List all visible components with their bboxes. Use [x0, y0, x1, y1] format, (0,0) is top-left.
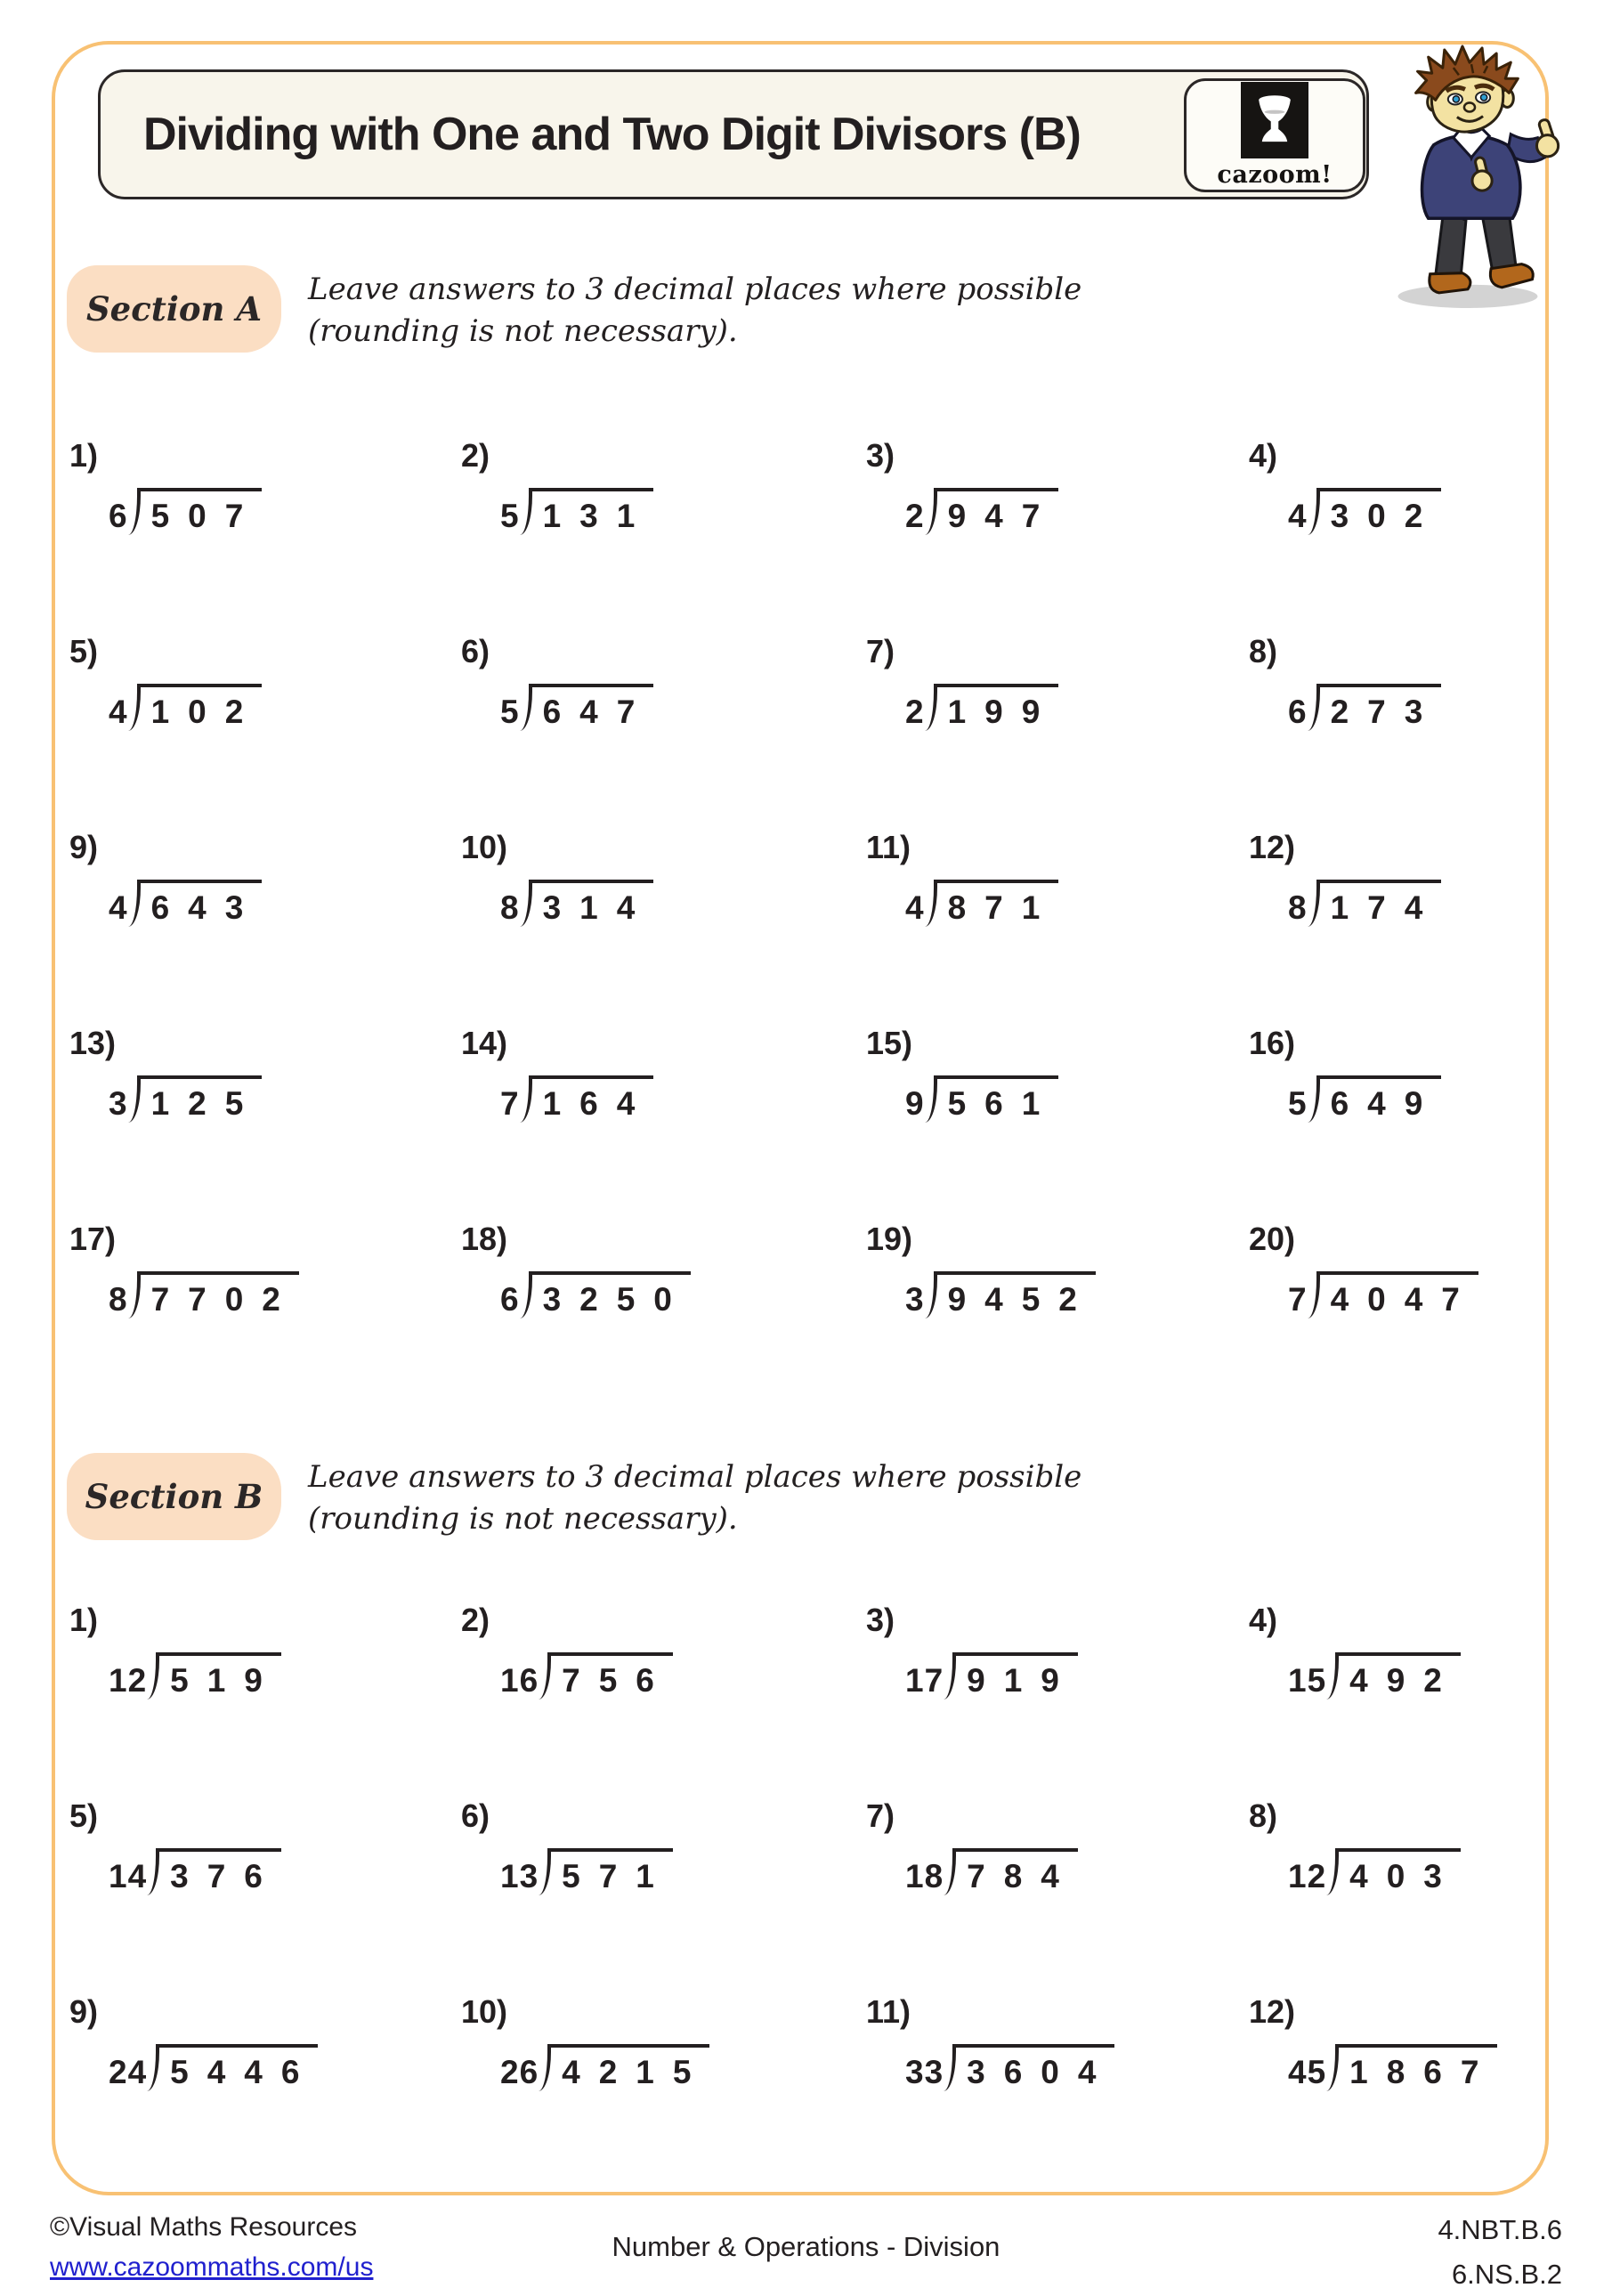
- divisor: 45: [1288, 2053, 1327, 2090]
- long-division-expression: [500, 1652, 673, 1700]
- problem-number: 6): [461, 1797, 490, 1834]
- dividend: 507: [141, 488, 263, 532]
- division-bracket-icon: [128, 1075, 141, 1123]
- problem-cell: [461, 1026, 866, 1221]
- problem-number: 4): [1249, 437, 1278, 474]
- long-division-expression: [500, 2044, 709, 2091]
- dividend: 649: [1320, 1075, 1442, 1120]
- problem-number: 5): [69, 1797, 99, 1834]
- division-bracket-icon: [925, 1271, 937, 1318]
- dividend: 102: [141, 684, 263, 728]
- long-division-expression: [109, 1271, 299, 1318]
- instructions-line-1: Leave answers to 3 decimal places where possible: [308, 272, 1082, 307]
- problem-cell: [1249, 1798, 1565, 1994]
- divisor: 8: [109, 1280, 128, 1318]
- dividend: 561: [937, 1075, 1059, 1120]
- problem-number: 9): [69, 829, 99, 865]
- dividend: 919: [956, 1652, 1078, 1697]
- dividend: 4047: [1320, 1271, 1478, 1316]
- problem-number: 6): [461, 633, 490, 669]
- division-bracket-icon: [944, 1652, 956, 1700]
- dividend: 403: [1339, 1848, 1461, 1893]
- long-division-expression: [905, 1848, 1078, 1895]
- cazoom-logo: [1184, 78, 1365, 192]
- problem-cell: [1249, 1221, 1565, 1417]
- long-division-expression: [109, 1848, 281, 1895]
- long-division-expression: [500, 1848, 673, 1895]
- long-division-expression: [905, 684, 1058, 731]
- goblet-drum-icon: [1241, 82, 1308, 158]
- problem-number: 7): [866, 1797, 895, 1834]
- logo-wordmark: cazoom!: [1217, 161, 1333, 189]
- section-b-label: Section B: [67, 1453, 281, 1540]
- cazoommaths-link[interactable]: www.cazoommaths.com/us: [50, 2251, 374, 2282]
- problem-cell: [69, 830, 461, 1026]
- problem-number: 14): [461, 1025, 508, 1061]
- dividend: 647: [532, 684, 654, 728]
- divisor: 17: [905, 1661, 944, 1699]
- dividend: 519: [159, 1652, 281, 1697]
- division-bracket-icon: [1326, 2044, 1339, 2091]
- problem-number: 5): [69, 633, 99, 669]
- problem-cell: [69, 1798, 461, 1994]
- divisor: 5: [500, 497, 520, 534]
- dividend: 784: [956, 1848, 1078, 1893]
- division-bracket-icon: [520, 880, 532, 927]
- dividend: 1867: [1339, 2044, 1497, 2089]
- division-bracket-icon: [1308, 1075, 1320, 1123]
- section-b-header: [67, 1453, 1081, 1540]
- problem-cell: [461, 1994, 866, 2190]
- dividend: 643: [141, 880, 263, 924]
- dividend: 3250: [532, 1271, 691, 1316]
- problem-cell: [1249, 1994, 1565, 2190]
- divisor: 6: [1288, 693, 1308, 730]
- problem-cell: [461, 1798, 866, 1994]
- problem-cell: [461, 830, 866, 1026]
- problem-cell: [866, 1994, 1249, 2190]
- division-bracket-icon: [520, 1075, 532, 1123]
- division-bracket-icon: [1308, 1271, 1320, 1318]
- problem-number: 1): [69, 1602, 99, 1638]
- problem-cell: [461, 438, 866, 634]
- standard-code-2: 6.NS.B.2: [1451, 2258, 1562, 2290]
- divisor: 4: [109, 693, 128, 730]
- problem-number: 10): [461, 829, 508, 865]
- division-bracket-icon: [520, 1271, 532, 1318]
- dividend: 199: [937, 684, 1059, 728]
- long-division-expression: [1288, 1652, 1461, 1700]
- long-division-expression: [1288, 880, 1441, 927]
- problem-number: 12): [1249, 829, 1296, 865]
- problem-number: 10): [461, 1993, 508, 2030]
- dividend: 5446: [159, 2044, 318, 2089]
- problem-cell: [461, 1221, 866, 1417]
- divisor: 24: [109, 2053, 148, 2090]
- problem-cell: [1249, 438, 1565, 634]
- long-division-expression: [500, 488, 653, 535]
- problem-number: 9): [69, 1993, 99, 2030]
- problem-number: 8): [1249, 1797, 1278, 1834]
- division-bracket-icon: [520, 684, 532, 731]
- problem-number: 2): [461, 1602, 490, 1638]
- divisor: 2: [905, 693, 925, 730]
- problem-number: 15): [866, 1025, 913, 1061]
- long-division-expression: [500, 880, 653, 927]
- division-bracket-icon: [520, 488, 532, 535]
- problem-cell: [69, 634, 461, 830]
- problem-cell: [866, 438, 1249, 634]
- divisor: 18: [905, 1857, 944, 1894]
- instructions-line-2: (rounding is not necessary).: [308, 1500, 738, 1537]
- problem-cell: [69, 1221, 461, 1417]
- cazoom-boy-character: [1376, 45, 1568, 313]
- long-division-expression: [1288, 2044, 1497, 2091]
- division-bracket-icon: [925, 1075, 937, 1123]
- long-division-expression: [905, 1271, 1096, 1318]
- division-bracket-icon: [1308, 488, 1320, 535]
- long-division-expression: [109, 1652, 281, 1700]
- division-bracket-icon: [539, 1848, 551, 1895]
- problem-cell: [866, 1602, 1249, 1798]
- copyright-text: ©Visual Maths Resources: [50, 2212, 358, 2242]
- problem-cell: [1249, 830, 1565, 1026]
- instructions-line-1: Leave answers to 3 decimal places where possible: [308, 1459, 1082, 1495]
- problem-number: 7): [866, 633, 895, 669]
- division-bracket-icon: [1308, 880, 1320, 927]
- section-a-header: [67, 265, 1081, 353]
- dividend: 302: [1320, 488, 1442, 532]
- long-division-expression: [905, 1075, 1058, 1123]
- long-division-expression: [109, 1075, 262, 1123]
- long-division-expression: [109, 2044, 318, 2091]
- division-bracket-icon: [944, 2044, 956, 2091]
- page-title: Dividing with One and Two Digit Divisors (B): [143, 109, 1081, 160]
- long-division-expression: [1288, 684, 1441, 731]
- dividend: 492: [1339, 1652, 1461, 1697]
- division-bracket-icon: [1326, 1652, 1339, 1700]
- division-bracket-icon: [128, 1271, 141, 1318]
- long-division-expression: [500, 684, 653, 731]
- problem-number: 3): [866, 437, 895, 474]
- problem-cell: [69, 1026, 461, 1221]
- dividend: 174: [1320, 880, 1442, 924]
- dividend: 7702: [141, 1271, 299, 1316]
- divisor: 9: [905, 1084, 925, 1122]
- problem-cell: [1249, 1026, 1565, 1221]
- section-a-instructions: [308, 265, 1081, 353]
- divisor: 3: [109, 1084, 128, 1122]
- long-division-expression: [1288, 1848, 1461, 1895]
- section-a-problems-grid: [69, 438, 1565, 1417]
- standard-code-1: 4.NBT.B.6: [1438, 2214, 1562, 2245]
- divisor: 6: [109, 497, 128, 534]
- divisor: 6: [500, 1280, 520, 1318]
- problem-number: 12): [1249, 1993, 1296, 2030]
- dividend: 314: [532, 880, 654, 924]
- division-bracket-icon: [539, 2044, 551, 2091]
- problem-cell: [866, 1026, 1249, 1221]
- long-division-expression: [905, 880, 1058, 927]
- long-division-expression: [1288, 1075, 1441, 1123]
- divisor: 2: [905, 497, 925, 534]
- division-bracket-icon: [925, 488, 937, 535]
- division-bracket-icon: [539, 1652, 551, 1700]
- divisor: 4: [905, 888, 925, 926]
- long-division-expression: [109, 880, 262, 927]
- divisor: 7: [500, 1084, 520, 1122]
- instructions-line-2: (rounding is not necessary).: [308, 312, 738, 349]
- divisor: 26: [500, 2053, 539, 2090]
- divisor: 5: [500, 693, 520, 730]
- division-bracket-icon: [128, 488, 141, 535]
- division-bracket-icon: [925, 684, 937, 731]
- problem-cell: [69, 1602, 461, 1798]
- division-bracket-icon: [147, 2044, 159, 2091]
- divisor: 13: [500, 1857, 539, 1894]
- problem-cell: [461, 634, 866, 830]
- long-division-expression: [500, 1075, 653, 1123]
- problem-cell: [866, 1798, 1249, 1994]
- worksheet-title-bar: [98, 69, 1369, 199]
- section-b-problems-grid: [69, 1602, 1565, 2190]
- divisor: 8: [1288, 888, 1308, 926]
- dividend: 3604: [956, 2044, 1114, 2089]
- divisor: 16: [500, 1661, 539, 1699]
- problem-number: 17): [69, 1221, 117, 1257]
- problem-number: 3): [866, 1602, 895, 1638]
- problem-cell: [1249, 634, 1565, 830]
- dividend: 571: [551, 1848, 673, 1893]
- problem-number: 20): [1249, 1221, 1296, 1257]
- long-division-expression: [109, 488, 262, 535]
- section-b-instructions: [308, 1453, 1081, 1540]
- dividend: 131: [532, 488, 654, 532]
- long-division-expression: [905, 2044, 1114, 2091]
- divisor: 8: [500, 888, 520, 926]
- problem-number: 13): [69, 1025, 117, 1061]
- long-division-expression: [1288, 488, 1441, 535]
- division-bracket-icon: [128, 684, 141, 731]
- dividend: 4215: [551, 2044, 709, 2089]
- division-bracket-icon: [925, 880, 937, 927]
- long-division-expression: [905, 488, 1058, 535]
- long-division-expression: [905, 1652, 1078, 1700]
- dividend: 947: [937, 488, 1059, 532]
- long-division-expression: [109, 684, 262, 731]
- divisor: 3: [905, 1280, 925, 1318]
- dividend: 125: [141, 1075, 263, 1120]
- problem-cell: [866, 1221, 1249, 1417]
- problem-number: 4): [1249, 1602, 1278, 1638]
- problem-cell: [866, 830, 1249, 1026]
- divisor: 7: [1288, 1280, 1308, 1318]
- section-a-label: Section A: [67, 265, 281, 353]
- problem-cell: [69, 438, 461, 634]
- problem-number: 19): [866, 1221, 913, 1257]
- problem-number: 11): [866, 829, 911, 865]
- division-bracket-icon: [1308, 684, 1320, 731]
- divisor: 12: [109, 1661, 148, 1699]
- footer-subject: Number & Operations - Division: [612, 2231, 1000, 2262]
- divisor: 14: [109, 1857, 148, 1894]
- dividend: 164: [532, 1075, 654, 1120]
- problem-number: 11): [866, 1993, 911, 2030]
- division-bracket-icon: [147, 1652, 159, 1700]
- problem-number: 1): [69, 437, 99, 474]
- problem-cell: [1249, 1602, 1565, 1798]
- footer-standards: [1438, 2208, 1562, 2296]
- divisor: 4: [109, 888, 128, 926]
- dividend: 871: [937, 880, 1059, 924]
- division-bracket-icon: [128, 880, 141, 927]
- divisor: 15: [1288, 1661, 1327, 1699]
- divisor: 12: [1288, 1857, 1327, 1894]
- problem-cell: [69, 1994, 461, 2190]
- division-bracket-icon: [1326, 1848, 1339, 1895]
- dividend: 376: [159, 1848, 281, 1893]
- divisor: 33: [905, 2053, 944, 2090]
- problem-number: 18): [461, 1221, 508, 1257]
- problem-cell: [461, 1602, 866, 1798]
- division-bracket-icon: [147, 1848, 159, 1895]
- divisor: 5: [1288, 1084, 1308, 1122]
- division-bracket-icon: [944, 1848, 956, 1895]
- problem-number: 16): [1249, 1025, 1296, 1061]
- problem-cell: [866, 634, 1249, 830]
- long-division-expression: [1288, 1271, 1478, 1318]
- divisor: 4: [1288, 497, 1308, 534]
- long-division-expression: [500, 1271, 691, 1318]
- dividend: 273: [1320, 684, 1442, 728]
- problem-number: 8): [1249, 633, 1278, 669]
- dividend: 9452: [937, 1271, 1096, 1316]
- problem-number: 2): [461, 437, 490, 474]
- dividend: 756: [551, 1652, 673, 1697]
